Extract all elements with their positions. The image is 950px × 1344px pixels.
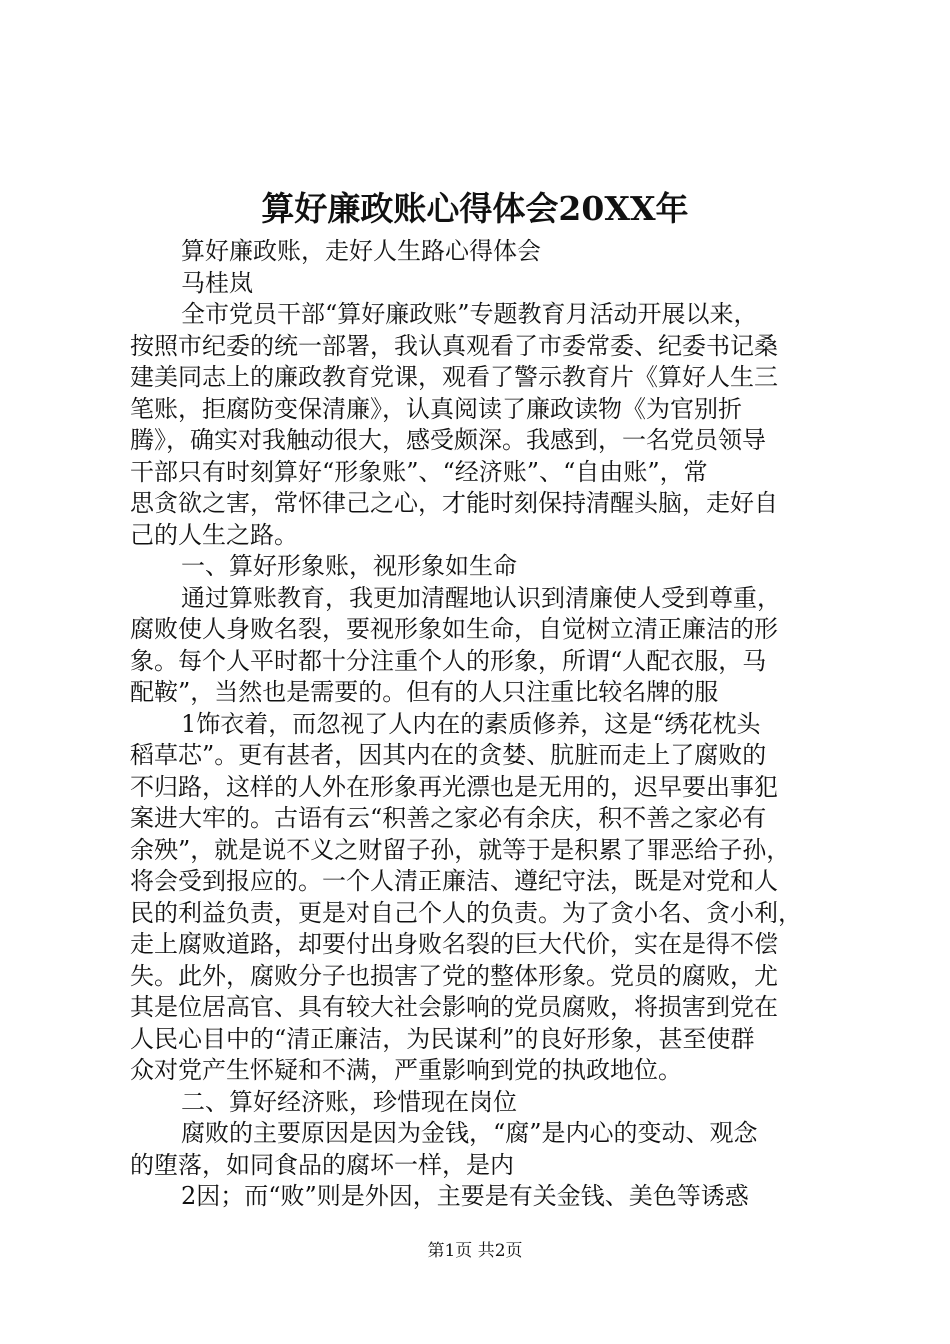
text-line: 干部只有时刻算好“形象账”、“经济账”、“自由账”，常 [130,457,708,486]
text-line: 余殃”，就是说不义之财留子孙，就等于是积累了罪恶给子孙， [130,835,791,864]
text-line: 建美同志上的廉政教育党课，观看了警示教育片《算好人生三 [130,363,778,391]
text-line: 己的人生之路。 [130,520,298,549]
text-line: 失。此外，腐败分子也损害了党的整体形象。党员的腐败，尤 [130,961,778,990]
text-line: 思贪欲之害，常怀律己之心，才能时刻保持清醒头脑，走好自 [130,489,778,517]
text-line: 其是位居高官、具有较大社会影响的党员腐败，将损害到党在 [130,993,778,1021]
text-line: 2因；而“败”则是外因，主要是有关金钱、美色等诱惑 [181,1182,749,1210]
text-line: 马桂岚 [181,268,253,297]
text-line: 按照市纪委的统一部署，我认真观看了市委常委、纪委书记桑 [130,331,778,360]
text-line: 案进大牢的。古语有云“积善之家必有余庆，积不善之家必有 [130,804,767,832]
text-line: 通过算账教育，我更加清醒地认识到清廉使人受到尊重， [181,583,781,612]
text-line: 全市党员干部“算好廉政账”专题教育月活动开展以来， [181,300,758,328]
text-line: 配鞍”，当然也是需要的。但有的人只注重比较名牌的服 [130,678,719,706]
text-line: 的堕落，如同食品的腐坏一样，是内 [130,1150,514,1179]
text-line: 笔账，拒腐防变保清廉》，认真阅读了廉政读物《为官别折 [130,394,742,423]
text-line: 民的利益负责，更是对自己个人的负责。为了贪小名、贪小利， [130,898,802,927]
text-line: 人民心目中的“清正廉洁，为民谋利”的良好形象，甚至使群 [130,1024,755,1053]
text-line: 腐败的主要原因是因为金钱，“腐”是内心的变动、观念 [181,1119,758,1147]
text-line: 1饰衣着，而忽视了人内在的素质修养，这是“绣花枕头 [181,709,761,738]
document-body [130,236,832,1213]
text-line: 稻草芯”。更有甚者，因其内在的贪婪、肮脏而走上了腐败的 [130,741,767,769]
text-line: 二、算好经济账，珍惜现在岗位 [181,1087,517,1116]
text-line: 不归路，这样的人外在形象再光漂也是无用的，迟早要出事犯 [130,772,778,801]
text-line: 一、算好形象账，视形象如生命 [181,552,517,580]
text-line: 腐败使人身败名裂，要视形象如生命，自觉树立清正廉洁的形 [130,615,778,643]
text-line: 将会受到报应的。一个人清正廉洁、遵纪守法，既是对党和人 [130,867,778,895]
page-footer: 第1页 共2页 [427,1241,523,1261]
document-title: 算好廉政账心得体会20XX年 [261,189,689,228]
text-line: 走上腐败道路，却要付出身败名裂的巨大代价，实在是得不偿 [130,930,778,958]
text-line: 众对党产生怀疑和不满，严重影响到党的执政地位。 [130,1056,682,1084]
text-line: 象。每个人平时都十分注重个人的形象，所谓“人配衣服，马 [130,646,767,675]
text-line: 腾》，确实对我触动很大，感受颇深。我感到，一名党员领导 [130,426,766,454]
text-line: 算好廉政账，走好人生路心得体会 [181,237,541,265]
